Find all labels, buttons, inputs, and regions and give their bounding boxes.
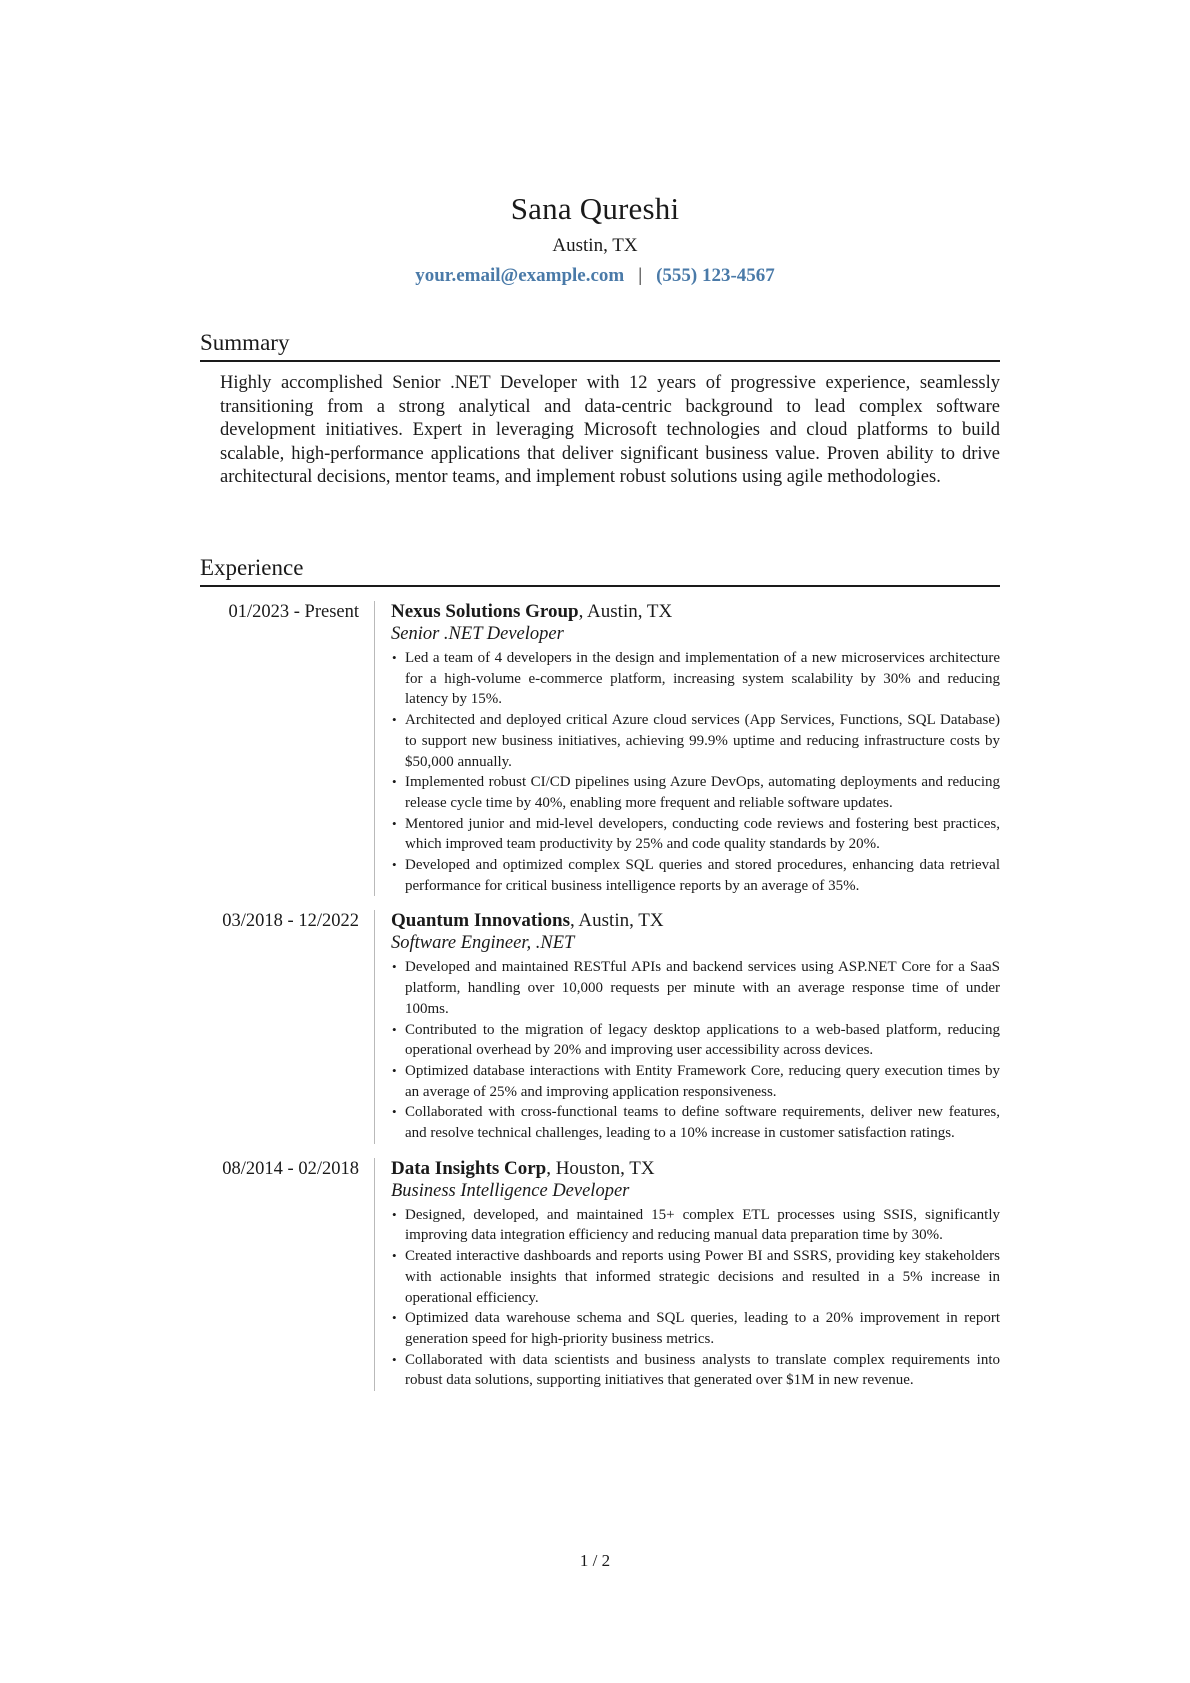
experience-entry bbox=[200, 601, 1000, 896]
phone-link[interactable]: (555) 123-4567 bbox=[656, 265, 775, 286]
contact-separator: | bbox=[638, 265, 643, 286]
company-name: Quantum Innovations bbox=[391, 910, 570, 932]
achievement-list bbox=[391, 1205, 1000, 1391]
bullet-icon: • bbox=[392, 1248, 397, 1264]
bullet-icon: • bbox=[392, 959, 397, 975]
candidate-location: Austin, TX bbox=[552, 235, 638, 256]
bullet-icon: • bbox=[392, 1021, 397, 1037]
job-title: Senior .NET Developer bbox=[391, 624, 564, 644]
job-title: Software Engineer, .NET bbox=[391, 933, 575, 954]
achievement-item bbox=[391, 855, 1000, 896]
bullet-icon: • bbox=[392, 857, 397, 873]
summary-text: Highly accomplished Senior .NET Developer with 12 years of progressive experience, seamlessly transitioning from a strong analytical and data-centric background to lead complex software development initiatives. Expert in leveraging Microsoft technologies and cloud platforms to build scalable, high-performance applications that deliver significant business value. Proven ability to drive architectural decisions, mentor teams, and implement robust solutions using agile methodologies. bbox=[220, 373, 1000, 487]
experience-entry bbox=[200, 910, 1000, 1143]
achievement-text: Contributed to the migration of legacy desktop applications to a web-based platform, reducing operational overhead by 20% and improving user accessibility across devices. bbox=[405, 1021, 1000, 1059]
bullet-icon: • bbox=[392, 1104, 397, 1120]
entry-dates: 03/2018 - 12/2022 bbox=[200, 910, 375, 1143]
entry-dates: 01/2023 - Present bbox=[200, 601, 375, 896]
achievement-item bbox=[391, 1246, 1000, 1308]
achievement-item bbox=[391, 1102, 1000, 1143]
achievement-text: Optimized data warehouse schema and SQL queries, leading to a 20% improvement in report generation speed for high-priority business metrics. bbox=[405, 1310, 1000, 1347]
company-location: , Houston, TX bbox=[546, 1157, 655, 1179]
bullet-icon: • bbox=[392, 1206, 397, 1222]
achievement-text: Collaborated with data scientists and business analysts to translate complex requirements into robust data solutions, supporting initiatives that generated over $1M in new revenue. bbox=[405, 1351, 1000, 1389]
bullet-icon: • bbox=[392, 1351, 397, 1367]
entry-details bbox=[375, 910, 1000, 1143]
experience-list bbox=[200, 601, 1000, 1391]
email-link[interactable]: your.email@example.com bbox=[415, 265, 625, 286]
candidate-name: Sana Qureshi bbox=[510, 191, 680, 226]
company-line bbox=[391, 910, 1000, 932]
achievement-item bbox=[391, 1308, 1000, 1349]
achievement-item bbox=[391, 1020, 1000, 1061]
company-location: , Austin, TX bbox=[578, 601, 673, 622]
achievement-text: Architected and deployed critical Azure cloud services (App Services, Functions, SQL Database) to support new business initiatives, achieving 99.9% uptime and reducing infrastructure costs by $50,000 annually. bbox=[405, 712, 1000, 770]
achievement-item bbox=[391, 710, 1000, 772]
entry-dates: 08/2014 - 02/2018 bbox=[200, 1158, 375, 1391]
bullet-icon: • bbox=[392, 815, 397, 831]
experience-heading: Experience bbox=[200, 554, 1000, 587]
achievement-text: Optimized database interactions with Entity Framework Core, reducing query execution times by an average of 25% and improving application responsiveness. bbox=[405, 1062, 1000, 1100]
achievement-item bbox=[391, 772, 1000, 813]
achievement-text: Created interactive dashboards and reports using Power BI and SSRS, providing key stakeholders with actionable insights that informed strategic decisions and resulted in a 5% increase in operational efficiency. bbox=[405, 1248, 1000, 1306]
achievement-item bbox=[391, 648, 1000, 710]
achievement-text: Collaborated with cross-functional teams to define software requirements, deliver new features, and resolve technical challenges, leading to a 10% increase in customer satisfaction ratings. bbox=[405, 1104, 1000, 1142]
summary-heading: Summary bbox=[200, 329, 1000, 362]
contact-line bbox=[0, 264, 1190, 288]
entry-details bbox=[375, 1158, 1000, 1391]
resume-header bbox=[0, 190, 1190, 288]
achievement-text: Developed and maintained RESTful APIs and backend services using ASP.NET Core for a SaaS platform, handling over 10,000 requests per minute with an average response time of under 100ms. bbox=[405, 959, 1000, 1017]
achievement-item bbox=[391, 957, 1000, 1019]
bullet-icon: • bbox=[392, 774, 397, 790]
job-title: Business Intelligence Developer bbox=[391, 1180, 630, 1201]
achievement-text: Led a team of 4 developers in the design and implementation of a new microservices architecture for a high-volume e-commerce platform, increasing system scalability by 30% and reducing latency by 15%. bbox=[405, 650, 1000, 708]
achievement-text: Implemented robust CI/CD pipelines using Azure DevOps, automating deployments and reducing release cycle time by 40%, enabling more frequent and reliable software updates. bbox=[405, 774, 1000, 811]
bullet-icon: • bbox=[392, 712, 397, 728]
achievement-item bbox=[391, 1350, 1000, 1391]
company-name: Nexus Solutions Group bbox=[391, 601, 579, 622]
achievement-text: Developed and optimized complex SQL queries and stored procedures, enhancing data retrieval performance for critical business intelligence reports by an average of 35%. bbox=[405, 857, 1000, 894]
achievement-text: Mentored junior and mid-level developers, conducting code reviews and fostering best practices, which improved team productivity by 25% and code quality standards by 20%. bbox=[405, 815, 1000, 853]
bullet-icon: • bbox=[392, 1310, 397, 1326]
page-number: 1 / 2 bbox=[579, 1551, 611, 1570]
bullet-icon: • bbox=[392, 1062, 397, 1078]
achievement-item bbox=[391, 1061, 1000, 1102]
achievement-list bbox=[391, 648, 1000, 896]
achievement-item bbox=[391, 1205, 1000, 1246]
company-line bbox=[391, 1158, 1000, 1180]
company-name: Data Insights Corp bbox=[391, 1157, 547, 1179]
bullet-icon: • bbox=[392, 650, 397, 665]
company-location: , Austin, TX bbox=[569, 910, 664, 932]
experience-entry bbox=[200, 1158, 1000, 1391]
experience-section bbox=[200, 554, 1000, 1405]
company-line bbox=[391, 601, 1000, 623]
summary-section bbox=[200, 329, 1000, 490]
entry-details bbox=[375, 601, 1000, 896]
achievement-list bbox=[391, 957, 1000, 1143]
achievement-item bbox=[391, 814, 1000, 855]
achievement-text: Designed, developed, and maintained 15+ complex ETL processes using SSIS, significantly improving data integration efficiency and reducing manual data preparation time by 30%. bbox=[405, 1206, 1000, 1244]
